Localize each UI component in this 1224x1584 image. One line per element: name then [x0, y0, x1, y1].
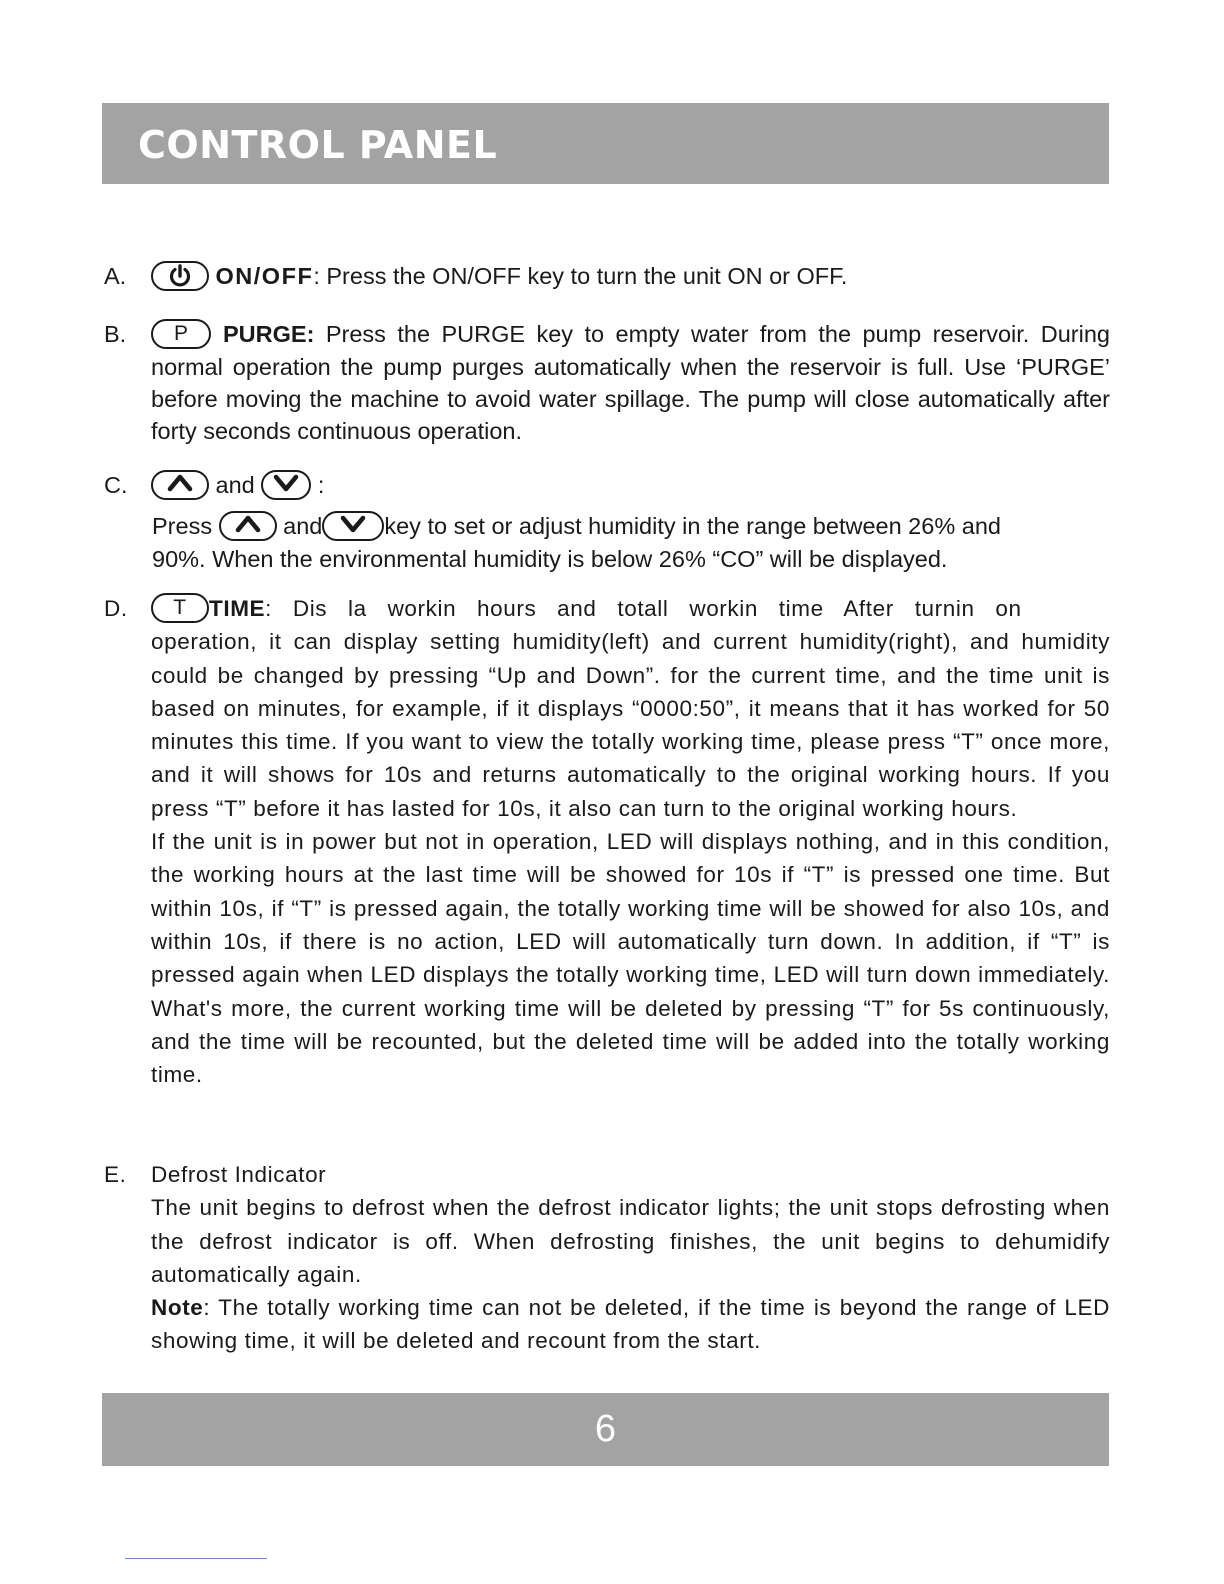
section-on-off [102, 259, 1110, 293]
note-paragraph [151, 1291, 1110, 1358]
bottom-divider [125, 1558, 267, 1559]
down-arrow-icon [322, 511, 384, 541]
section-humidity-keys [102, 469, 1110, 575]
time-key-icon: T [151, 593, 209, 623]
defrost-title: Defrost Indicator [151, 1162, 327, 1187]
humidity-note-text: 90%. When the environmental humidity is below 26% “CO” will be displayed. [152, 545, 948, 572]
footer-bar [102, 1393, 1109, 1466]
section-letter: D. [104, 596, 128, 621]
colon-text: : [317, 472, 325, 498]
up-arrow-icon [219, 511, 277, 541]
press-text: Press [152, 512, 213, 539]
section-time [102, 592, 1110, 1091]
time-paragraph-2: If the unit is in power but not in operation, LED will displays nothing, and in this condition, the working hours at the last time will be showed for 10s if “T” is pressed one time. But within 10s, if “T” is pressed again, the totally working time will be showed for also 10s, and within 10s, if there is no action, LED will automatically turn down. In addition, if “T” is pressed again when LED displays the totally working time, LED will turn down immediately. What's more, the current working time will be deleted by pressing “T” for 5s continuously, and the time will be recounted, but the deleted time will be added into the totally working time. [151, 829, 1110, 1088]
power-icon [151, 261, 209, 291]
note-text: : The totally working time can not be deleted, if the time is beyond the range of LED showing time, it will be deleted and recount from the start. [151, 1295, 1110, 1354]
note-label: Note [151, 1295, 204, 1321]
time-first-line: : Dis la workin hours and totall workin time After turnin on [265, 596, 1022, 621]
header-bar [102, 103, 1109, 184]
section-purge [102, 318, 1110, 447]
purge-label: PURGE: [223, 321, 315, 347]
and-text: and [215, 472, 255, 498]
page-number: 6 [594, 1408, 617, 1450]
time-paragraph-1: operation, it can display setting humidity(left) and current humidity(right), and humidity could be changed by pressing “Up and Down”. for the current time, and the time unit is based on minutes, for example, if it displays “0000:50”, it means that it has worked for 50 minutes this time. If you want to view the totally working time, please press “T” once more, and it will shows for 10s and returns automatically to the original working hours. If you press “T” before it has lasted for 10s, it also can turn to the original working hours. [151, 629, 1110, 821]
defrost-paragraph: The unit begins to defrost when the defrost indicator lights; the unit stops defrosting when the defrost indicator is off. When defrosting finishes, the unit begins to dehumidify automatically again. [151, 1195, 1110, 1287]
time-label: TIME [209, 596, 266, 621]
on-off-text: : Press the ON/OFF key to turn the unit ON or OFF. [313, 263, 848, 289]
down-arrow-icon [261, 470, 311, 500]
purge-key-icon: P [151, 319, 211, 349]
on-off-label: ON/OFF [215, 263, 314, 289]
up-arrow-icon [151, 470, 209, 500]
page-title: CONTROL PANEL [138, 123, 498, 167]
section-letter: E. [104, 1162, 127, 1187]
purge-text: Press the PURGE key to empty water from the pump reservoir. During normal operation the pump purges automatically when the reservoir is full. Use ‘PURGE’ before moving the machine to avoid water spillage. The pump will close automatically after forty seconds continuous operation. [151, 321, 1110, 444]
section-defrost [102, 1158, 1110, 1358]
and-text: and [283, 512, 323, 539]
section-letter: C. [104, 472, 128, 498]
section-letter: B. [104, 321, 127, 347]
section-letter: A. [104, 263, 127, 289]
humidity-range-text: key to set or adjust humidity in the range between 26% and [384, 512, 1001, 539]
